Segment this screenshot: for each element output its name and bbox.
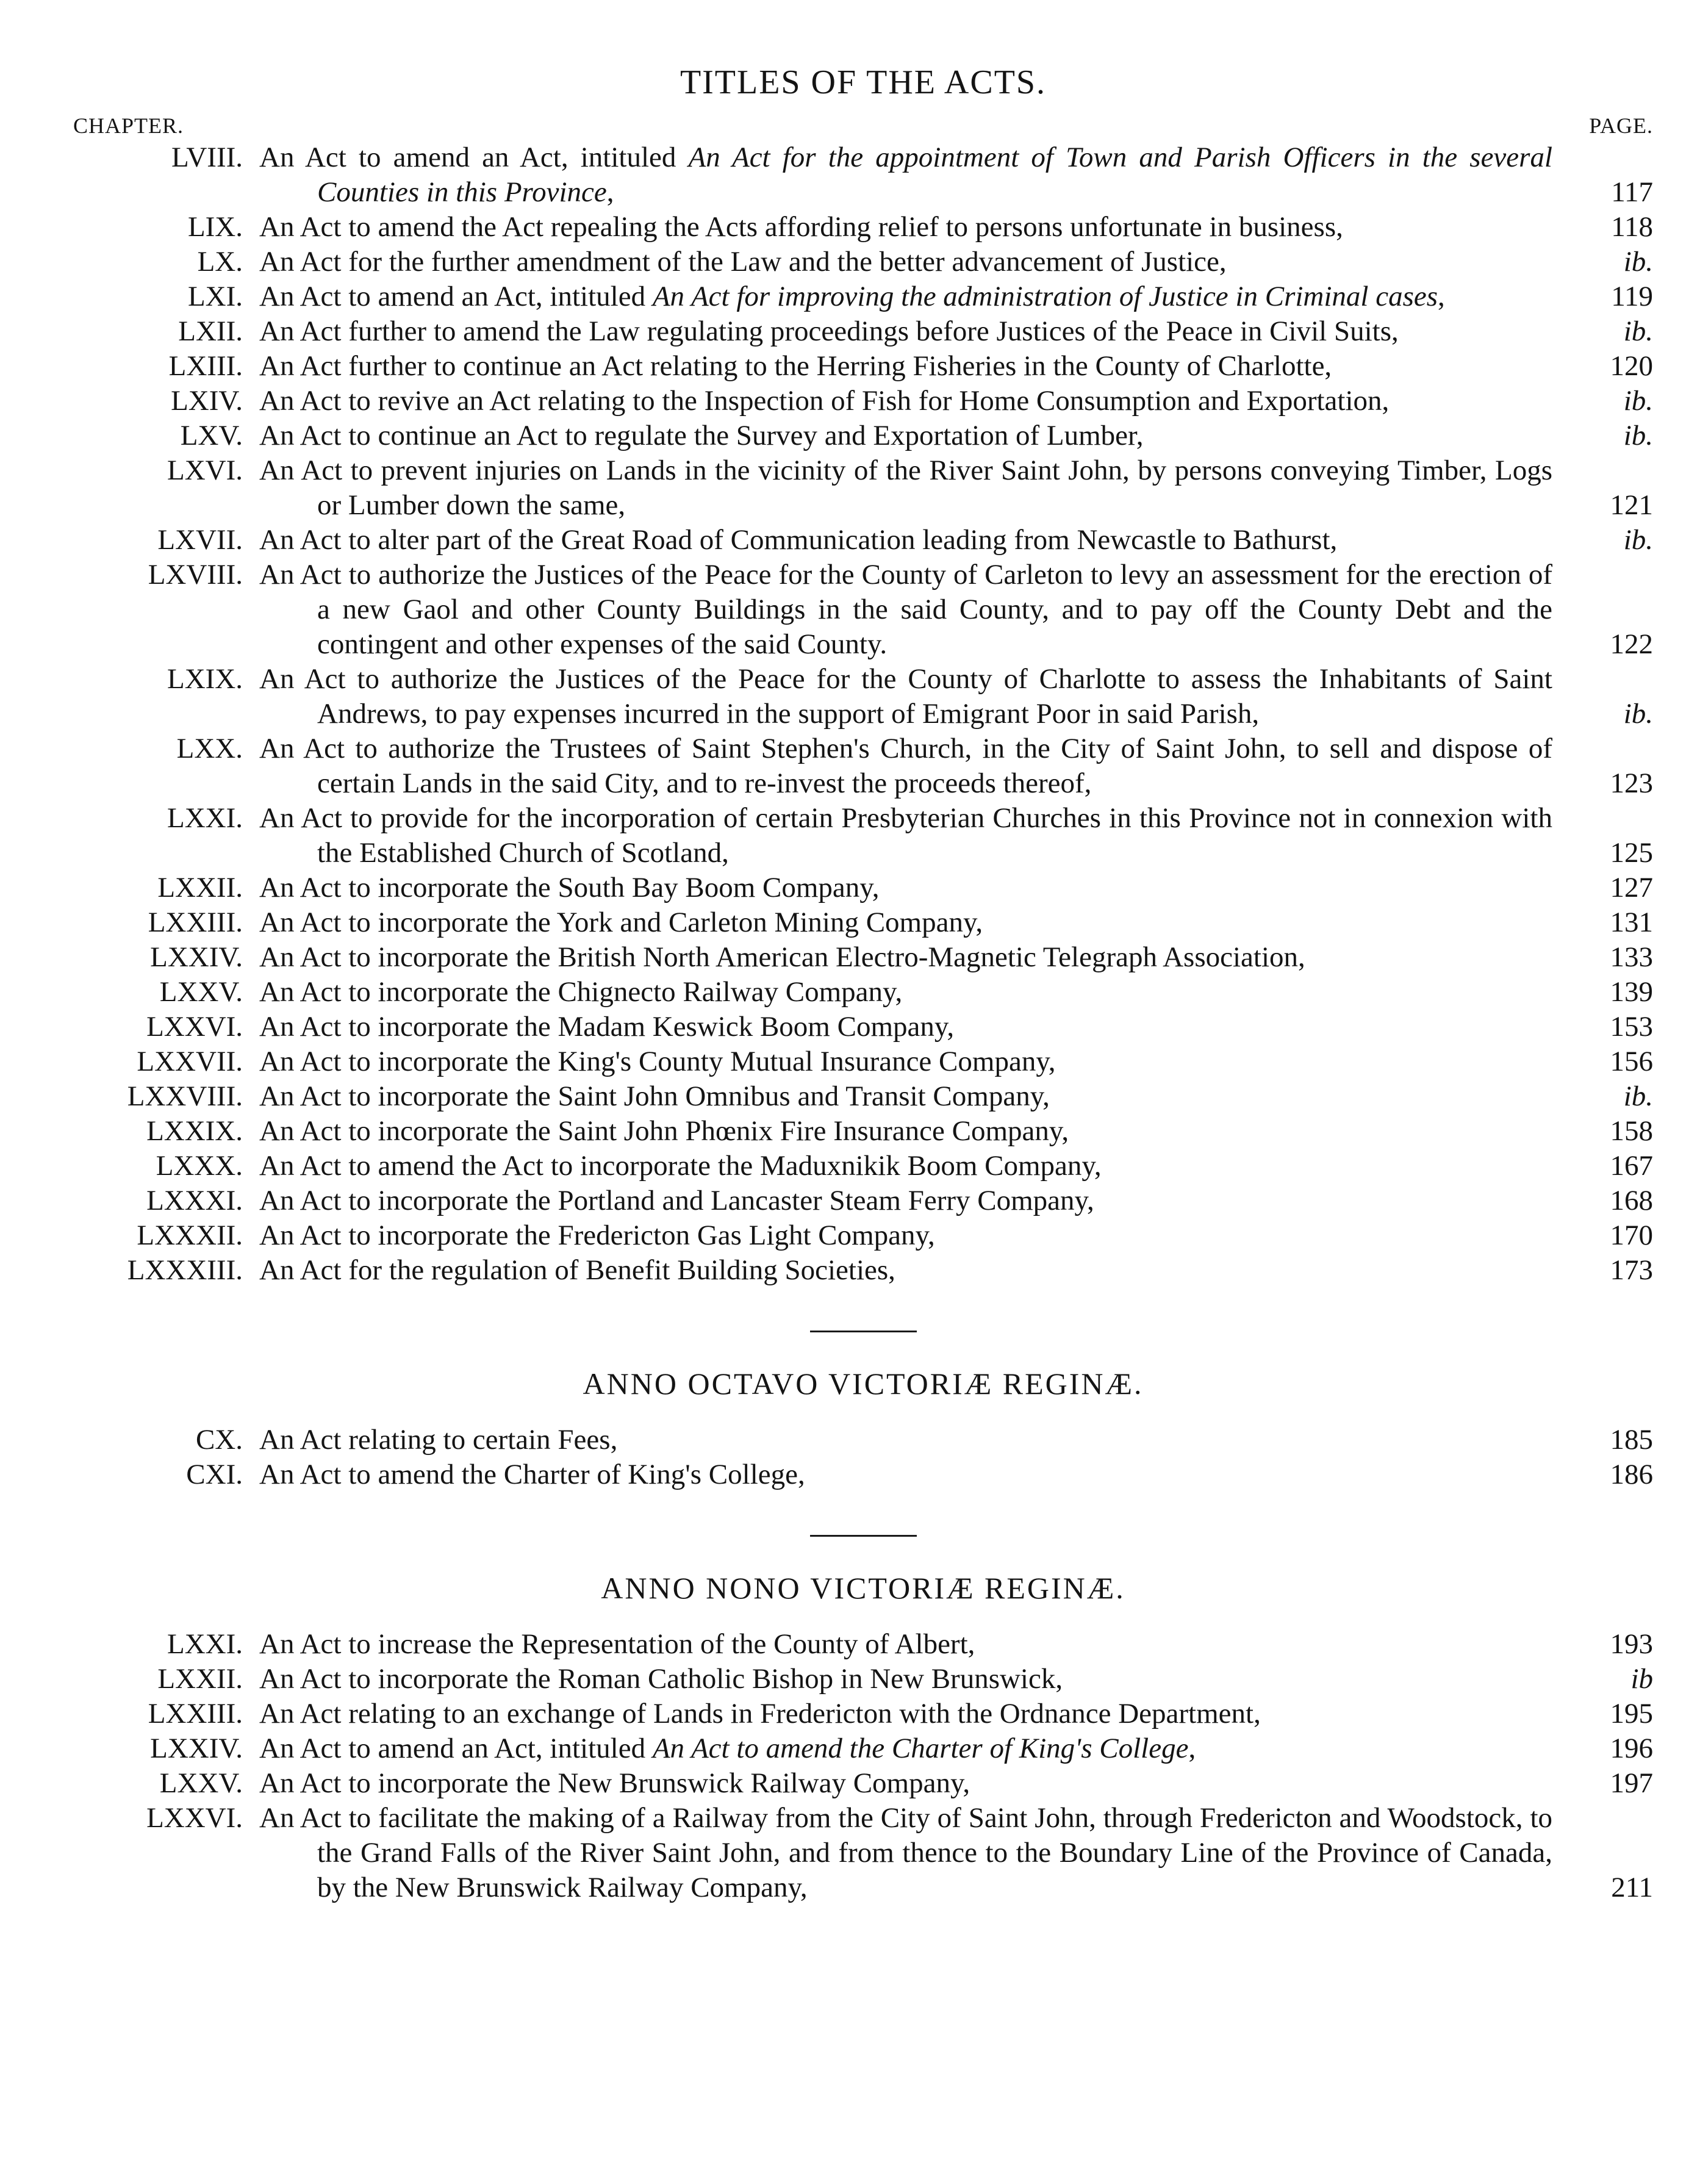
page-number: 120 [1610, 350, 1653, 382]
chapter-number: LXXIII. [148, 907, 243, 938]
chapter-number: LXXIII. [148, 1698, 243, 1730]
chapter-number: LXXVIII. [127, 1080, 243, 1112]
act-title-punct: , [1188, 1733, 1196, 1764]
act-title [259, 1149, 1552, 1184]
act-title-italic: An Act for the appointment of Town and Parish Officers in the several Counties in this Province [317, 142, 1553, 208]
page-number: 211 [1611, 1872, 1653, 1903]
page-number: 127 [1610, 872, 1653, 903]
chapter-number: LXXI. [167, 802, 243, 834]
act-title [259, 210, 1552, 245]
chapter-number: LXXX. [156, 1150, 243, 1182]
act-title-text: An Act to incorporate the South Bay Boom Company, [259, 872, 880, 903]
act-entry [73, 558, 1653, 662]
act-title [259, 1731, 1552, 1766]
act-title-italic: An Act for improving the administration of Justice in Criminal cases [652, 281, 1438, 312]
page-number: 186 [1610, 1459, 1653, 1490]
act-title [259, 1423, 1552, 1457]
act-title [259, 1079, 1552, 1114]
chapter-number: LXXIV. [150, 1733, 243, 1764]
act-entry [73, 1114, 1653, 1149]
column-headings [73, 107, 1653, 140]
act-entry [73, 1079, 1653, 1114]
act-entry [73, 1731, 1653, 1766]
chapter-number: LXXIX. [146, 1115, 243, 1147]
act-entry [73, 349, 1653, 384]
acts-section [73, 1535, 1653, 1905]
document-page [73, 58, 1653, 1905]
chapter-number: LXIV. [171, 385, 243, 417]
page-number: 173 [1610, 1254, 1653, 1286]
chapter-number: LX. [197, 246, 243, 278]
chapter-number: LVIII. [171, 142, 243, 173]
chapter-number: LXI. [187, 281, 243, 312]
act-title [259, 975, 1552, 1010]
act-title [259, 871, 1552, 905]
acts-section [73, 140, 1653, 1288]
act-entry [73, 731, 1653, 801]
act-title-text: An Act to alter part of the Great Road of Communication leading from Newcastle to Bathurst, [259, 524, 1338, 556]
page-number: ib. [1623, 385, 1653, 417]
page-column-label: PAGE. [1589, 113, 1653, 138]
act-title-text: An Act to incorporate the Roman Catholic Bishop in New Brunswick, [259, 1663, 1063, 1695]
page-number: 133 [1610, 941, 1653, 973]
chapter-number: LXXIV. [150, 941, 243, 973]
act-entry [73, 662, 1653, 731]
act-title-text: An Act to facilitate the making of a Railway from the City of Saint John, through Fredericton and Woodstock, to the Grand Falls of the River Saint John, and from thence to the Boundary Line of the Province of Canada, by the New Brunswick Railway Company, [259, 1802, 1552, 1903]
page-number: ib. [1623, 315, 1653, 347]
act-title [259, 1114, 1552, 1149]
act-title [259, 1184, 1552, 1218]
page-number: 123 [1610, 767, 1653, 799]
page-number: 125 [1610, 837, 1653, 869]
act-title-text: An Act relating to an exchange of Lands in Fredericton with the Ordnance Department, [259, 1698, 1261, 1730]
page-number: 158 [1610, 1115, 1653, 1147]
chapter-number: LXVII. [157, 524, 243, 556]
act-entry [73, 1697, 1653, 1731]
page-number: 153 [1610, 1011, 1653, 1043]
act-title [259, 1766, 1552, 1801]
act-title-italic: An Act to amend the Charter of King's College [652, 1733, 1189, 1764]
section-divider [810, 1331, 917, 1332]
act-title-text: An Act for the further amendment of the Law and the better advancement of Justice, [259, 246, 1227, 278]
act-title-text: An Act to continue an Act to regulate the Survey and Exportation of Lumber, [259, 420, 1144, 451]
act-title [259, 349, 1552, 384]
act-title-text: An Act to amend the Act repealing the Acts affording relief to persons unfortunate in business, [259, 211, 1343, 243]
page-number: ib. [1623, 524, 1653, 556]
act-title [259, 245, 1552, 279]
chapter-number: LXXII. [157, 872, 243, 903]
chapter-number: LXVIII. [148, 559, 243, 591]
chapter-number: CX. [195, 1424, 243, 1456]
chapter-number: LIX. [187, 211, 243, 243]
act-entry [73, 1457, 1653, 1492]
act-entry [73, 314, 1653, 349]
act-entry [73, 1627, 1653, 1662]
act-title-text: An Act to authorize the Trustees of Saint Stephen's Church, in the City of Saint John, to sell and dispose of certain Lands in the said City, and to re-invest the proceeds thereof, [259, 733, 1552, 799]
act-title-text: An Act to incorporate the British North American Electro-Magnetic Telegraph Association, [259, 941, 1305, 973]
chapter-number: LXVI. [167, 454, 243, 486]
act-entry [73, 1253, 1653, 1288]
act-title-text: An Act to incorporate the Portland and Lancaster Steam Ferry Company, [259, 1185, 1094, 1216]
act-entry [73, 1149, 1653, 1184]
chapter-number: LXII. [178, 315, 243, 347]
page-number: 193 [1610, 1628, 1653, 1660]
chapter-number: LXIX. [167, 663, 243, 695]
act-title-text: An Act to authorize the Justices of the Peace for the County of Charlotte to assess the Inhabitants of Saint Andrews, to pay expenses incurred in the support of Emigrant Poor in said Parish, [259, 663, 1552, 730]
act-entry [73, 384, 1653, 418]
act-entry [73, 1218, 1653, 1253]
section-heading: ANNO OCTAVO VICTORIÆ REGINÆ. [583, 1367, 1144, 1401]
page-number: 167 [1610, 1150, 1653, 1182]
act-title-text: An Act to provide for the incorporation of certain Presbyterian Churches in this Province not in connexion with the Established Church of Scotland, [259, 802, 1552, 869]
act-title [259, 279, 1552, 314]
act-title [259, 731, 1552, 801]
act-title [259, 1253, 1552, 1288]
act-title [259, 1044, 1552, 1079]
section-heading: ANNO NONO VICTORIÆ REGINÆ. [601, 1571, 1125, 1605]
act-title-text: An Act to prevent injuries on Lands in the vicinity of the River Saint John, by persons conveying Timber, Logs or Lumber down the same, [259, 454, 1552, 521]
act-entry [73, 1766, 1653, 1801]
act-title-text: An Act to incorporate the Saint John Omnibus and Transit Company, [259, 1080, 1050, 1112]
act-title-text: An Act to amend an Act, intituled [259, 1733, 653, 1764]
act-title [259, 453, 1552, 523]
page-number: 197 [1610, 1767, 1653, 1799]
act-title [259, 1662, 1552, 1697]
act-entry [73, 975, 1653, 1010]
chapter-number: LXXVII. [137, 1046, 243, 1077]
act-entry [73, 245, 1653, 279]
act-title [259, 662, 1552, 731]
act-entry [73, 210, 1653, 245]
page-number: ib [1630, 1663, 1653, 1695]
act-title-text: An Act to incorporate the King's County Mutual Insurance Company, [259, 1046, 1056, 1077]
chapter-number: LXXV. [159, 976, 243, 1008]
chapter-number: CXI. [186, 1459, 243, 1490]
chapter-number: LXXII. [157, 1663, 243, 1695]
page-number: 185 [1610, 1424, 1653, 1456]
act-entry [73, 453, 1653, 523]
act-title [259, 140, 1552, 210]
act-title-text: An Act relating to certain Fees, [259, 1424, 618, 1456]
chapter-column-label: CHAPTER. [73, 113, 184, 138]
act-entry [73, 871, 1653, 905]
page-number: 195 [1610, 1698, 1653, 1730]
act-title [259, 1218, 1552, 1253]
act-title-text: An Act to amend an Act, intituled [259, 142, 689, 173]
chapter-number: LXIII. [168, 350, 243, 382]
act-title [259, 558, 1552, 662]
act-title [259, 384, 1552, 418]
act-title [259, 523, 1552, 558]
act-title [259, 1801, 1552, 1905]
page-number: ib. [1623, 246, 1653, 278]
act-title-text: An Act to increase the Representation of the County of Albert, [259, 1628, 975, 1660]
page-number: 168 [1610, 1185, 1653, 1216]
acts-list [73, 140, 1653, 1905]
act-entry [73, 905, 1653, 940]
act-title [259, 418, 1552, 453]
act-entry [73, 523, 1653, 558]
act-title-text: An Act to authorize the Justices of the Peace for the County of Carleton to levy an assessment for the erection of a new Gaol and other County Buildings in the said County, and to pay off the County Debt and the contingent and other expenses of the said County. [259, 559, 1552, 660]
page-number: 196 [1610, 1733, 1653, 1764]
act-title [259, 1697, 1552, 1731]
act-title-text: An Act to amend the Charter of King's College, [259, 1459, 805, 1490]
act-title-text: An Act further to continue an Act relating to the Herring Fisheries in the County of Charlotte, [259, 350, 1332, 382]
act-title-text: An Act to revive an Act relating to the Inspection of Fish for Home Consumption and Exportation, [259, 385, 1390, 417]
page-number: 139 [1610, 976, 1653, 1008]
act-title-text: An Act to incorporate the York and Carleton Mining Company, [259, 907, 983, 938]
act-title-text: An Act to incorporate the Madam Keswick Boom Company, [259, 1011, 955, 1043]
act-title [259, 1627, 1552, 1662]
chapter-number: LXXVI. [146, 1802, 243, 1834]
chapter-number: LXXVI. [146, 1011, 243, 1043]
act-title [259, 905, 1552, 940]
chapter-number: LXXXII. [137, 1220, 243, 1251]
page-number: 131 [1610, 907, 1653, 938]
page-number: 119 [1611, 281, 1653, 312]
act-entry [73, 279, 1653, 314]
page-number: 118 [1611, 211, 1653, 243]
act-title-text: An Act to incorporate the Chignecto Railway Company, [259, 976, 903, 1008]
act-title-text: An Act to amend the Act to incorporate the Maduxnikik Boom Company, [259, 1150, 1102, 1182]
act-entry [73, 1662, 1653, 1697]
act-title [259, 940, 1552, 975]
act-entry [73, 801, 1653, 871]
act-entry [73, 1184, 1653, 1218]
act-entry [73, 1801, 1653, 1905]
page-number: 170 [1610, 1220, 1653, 1251]
page-number: 122 [1610, 628, 1653, 660]
act-title-text: An Act further to amend the Law regulating proceedings before Justices of the Peace in Civil Suits, [259, 315, 1399, 347]
page-number: 117 [1611, 176, 1653, 208]
section-divider [810, 1535, 917, 1537]
chapter-number: LXXV. [159, 1767, 243, 1799]
act-title [259, 1010, 1552, 1044]
running-title: TITLES OF THE ACTS. [680, 63, 1047, 101]
act-title-punct: , [606, 176, 614, 208]
act-entry [73, 1423, 1653, 1457]
act-entry [73, 1044, 1653, 1079]
page-number: ib. [1623, 1080, 1653, 1112]
act-entry [73, 140, 1653, 210]
page-number: 156 [1610, 1046, 1653, 1077]
act-title [259, 314, 1552, 349]
act-entry [73, 1010, 1653, 1044]
chapter-number: LXXXI. [146, 1185, 243, 1216]
chapter-number: LXXI. [167, 1628, 243, 1660]
act-title [259, 1457, 1552, 1492]
act-title [259, 801, 1552, 871]
act-title-text: An Act to amend an Act, intituled [259, 281, 653, 312]
chapter-number: LXV. [180, 420, 243, 451]
act-entry [73, 418, 1653, 453]
act-title-text: An Act to incorporate the New Brunswick Railway Company, [259, 1767, 970, 1799]
act-title-punct: , [1438, 281, 1445, 312]
act-title-text: An Act to incorporate the Fredericton Gas Light Company, [259, 1220, 935, 1251]
page-number: ib. [1623, 420, 1653, 451]
acts-section [73, 1331, 1653, 1492]
chapter-number: LXXXIII. [127, 1254, 243, 1286]
act-title-text: An Act for the regulation of Benefit Building Societies, [259, 1254, 895, 1286]
page-number: ib. [1623, 698, 1653, 730]
page-number: 121 [1610, 489, 1653, 521]
act-title-text: An Act to incorporate the Saint John Phœnix Fire Insurance Company, [259, 1115, 1069, 1147]
act-entry [73, 940, 1653, 975]
chapter-number: LXX. [176, 733, 243, 764]
